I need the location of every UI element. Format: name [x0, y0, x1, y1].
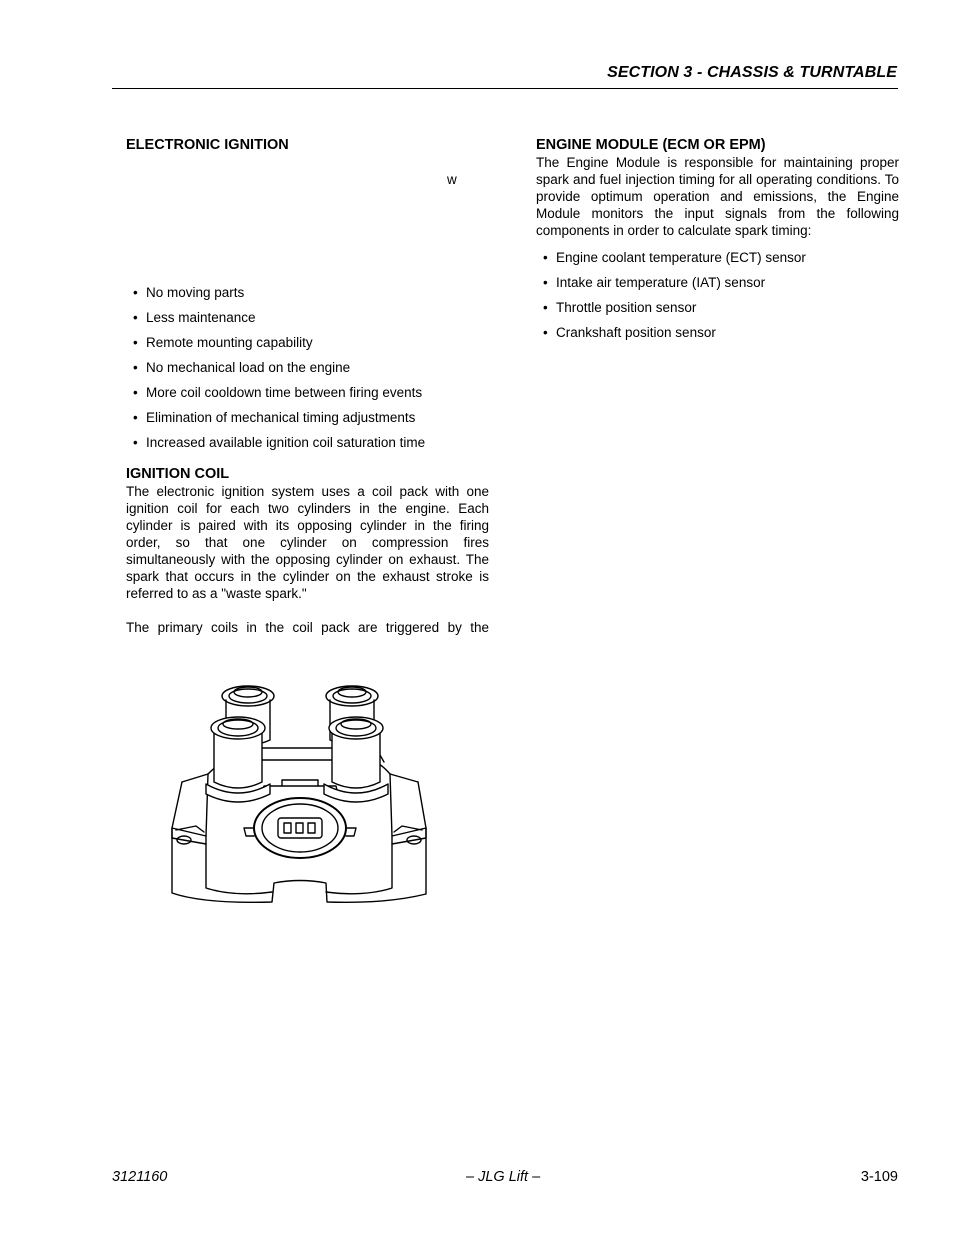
electronic-ignition-benefits — [126, 284, 489, 459]
list-item: • Less maintenance — [126, 309, 489, 326]
list-item: • Engine coolant temperature (ECT) sensor — [536, 249, 899, 266]
ignition-coil-paragraph-2: The primary coils in the coil pack are triggered by the — [126, 620, 489, 635]
list-item: • Crankshaft position sensor — [536, 324, 899, 341]
list-item: • Increased available ignition coil saturation time — [126, 434, 489, 451]
stray-character: w — [447, 172, 457, 187]
engine-module-section — [536, 136, 899, 349]
list-item: • Intake air temperature (IAT) sensor — [536, 274, 899, 291]
footer-page-number: 3-109 — [860, 1169, 898, 1185]
sensor-list — [536, 249, 899, 341]
ignition-coil-heading: IGNITION COIL — [126, 466, 230, 482]
footer-doc-number: 3121160 — [112, 1169, 168, 1185]
list-item: • No moving parts — [126, 284, 489, 301]
list-item: • Throttle position sensor — [536, 299, 899, 316]
list-item: • No mechanical load on the engine — [126, 359, 489, 376]
electronic-ignition-heading: ELECTRONIC IGNITION — [126, 137, 289, 153]
engine-module-heading: ENGINE MODULE (ECM OR EPM) — [536, 137, 766, 153]
benefits-list — [126, 284, 489, 451]
ignition-coil-section — [126, 465, 489, 636]
ignition-coil-paragraph: The electronic ignition system uses a coil pack with one ignition coil for each two cylinders in the engine. Each cylinder is paired with its opposing cylinder in the firing order, so that one cylinder on compression fires simultaneously with the opposing cylinder on exhaust. The spark that occurs in the cylinder on the exhaust stroke is referred to as a "waste spark." — [126, 484, 489, 601]
list-item: • More coil cooldown time between firing events — [126, 384, 489, 401]
electronic-ignition-section — [126, 136, 489, 154]
ignition-coil-pack-illustration — [164, 678, 436, 916]
section-title: SECTION 3 - CHASSIS & TURNTABLE — [607, 64, 897, 81]
list-item: • Elimination of mechanical timing adjustments — [126, 409, 489, 426]
list-item: • Remote mounting capability — [126, 334, 489, 351]
footer-center: – JLG Lift – — [466, 1169, 541, 1185]
header-rule — [112, 88, 898, 89]
engine-module-paragraph: The Engine Module is responsible for maintaining proper spark and fuel injection timing for all operating conditions. To provide optimum operation and emissions, the Engine Module monitors the input signals from the following components in order to calculate spark timing: — [536, 155, 899, 238]
